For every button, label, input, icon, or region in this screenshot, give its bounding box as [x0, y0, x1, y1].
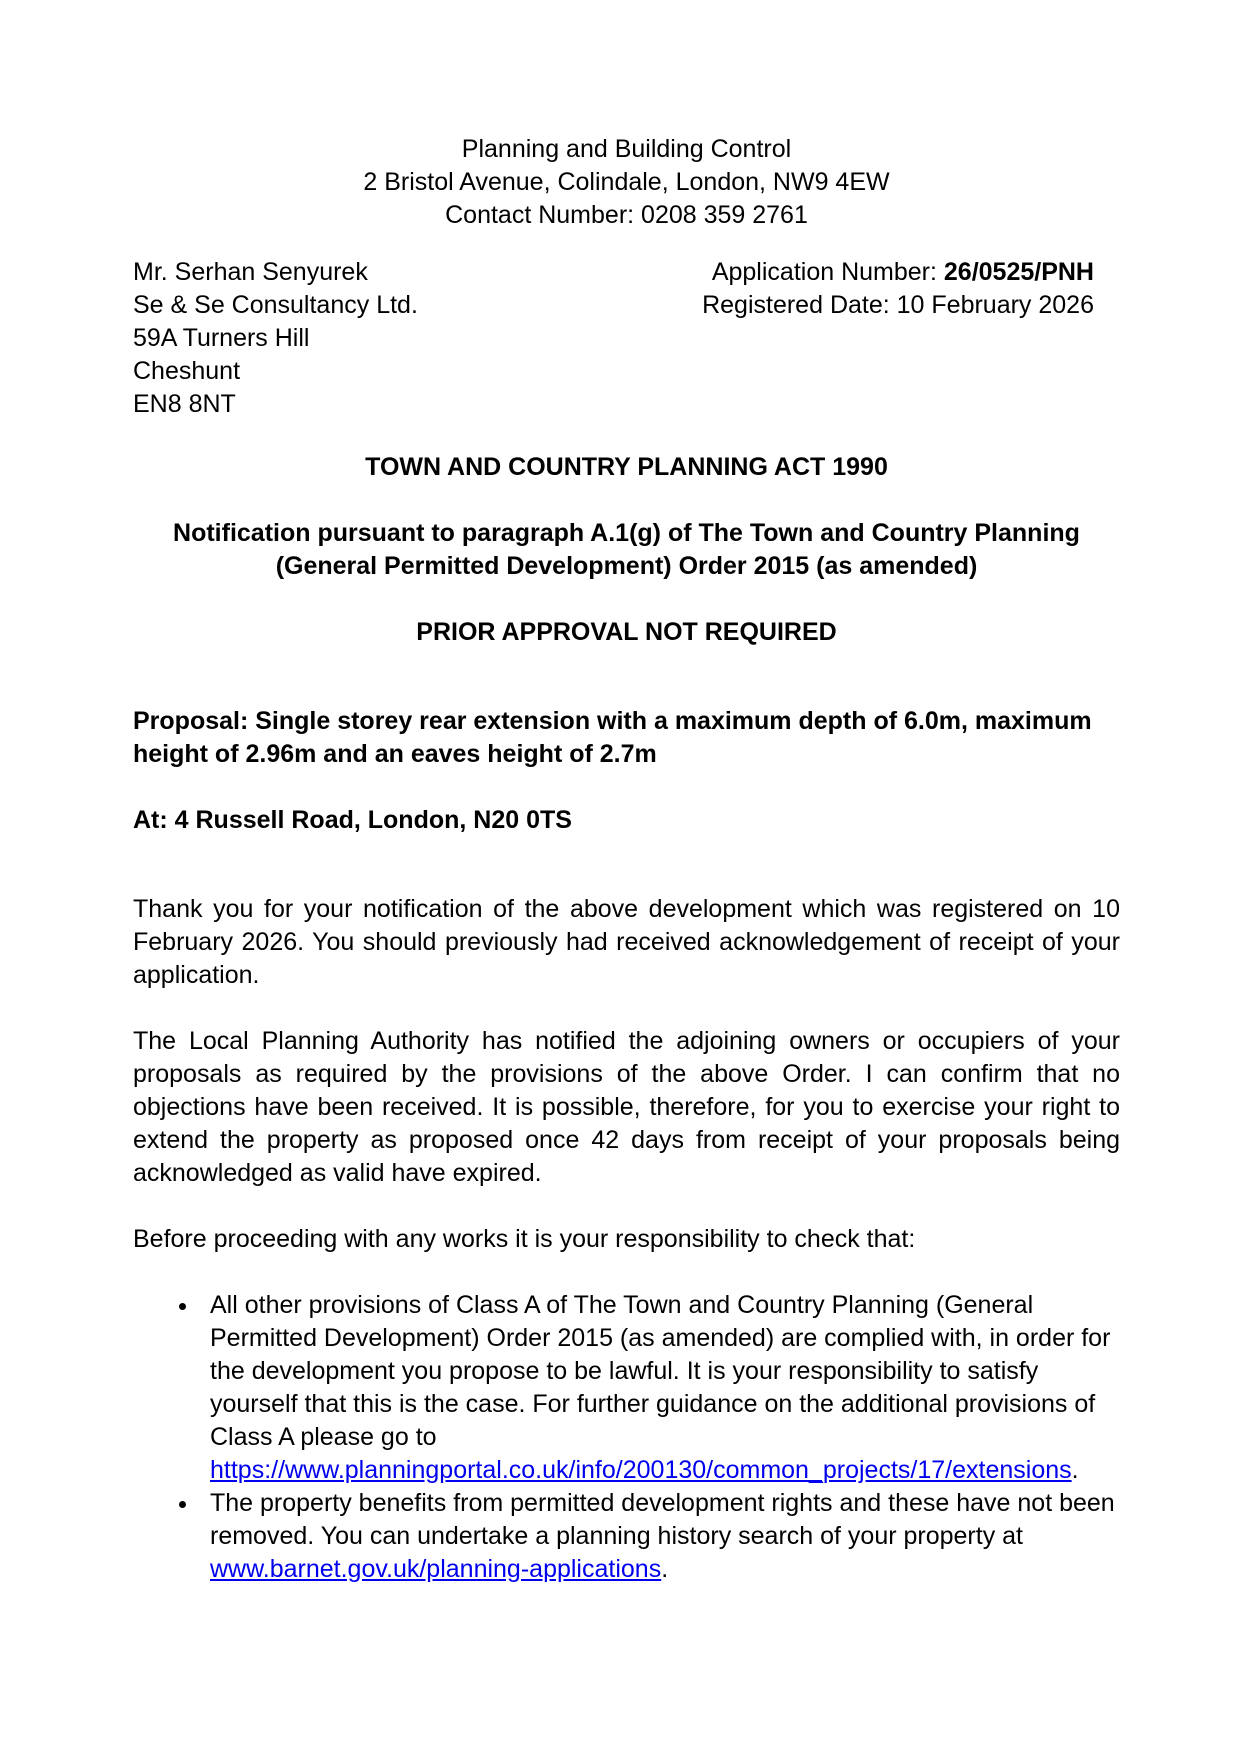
- planning-portal-link[interactable]: https://www.planningportal.co.uk/info/200130/common_projects/17/extensions: [210, 1456, 1072, 1484]
- notification-heading-line2: (General Permitted Development) Order 2015 (as amended): [275, 552, 978, 580]
- application-number-line: [702, 256, 1094, 289]
- address-application-row: [133, 256, 1120, 421]
- bullet1-text: All other provisions of Class A of The Town and Country Planning (General Permitted Development) Order 2015 (as amended) are complied with, in order for the development you propose to be lawful. It is your responsibility to satisfy yourself that this is the case. For further guidance on the additional provisions of Class A please go to: [210, 1291, 1111, 1451]
- paragraph-notification-result: The Local Planning Authority has notified the adjoining owners or occupiers of your proposals as required by the provisions of the above Order. I can confirm that no objections have been received. It is possible, therefore, for you to exercise your right to extend the property as proposed once 42 days from receipt of your proposals being acknowledged as valid have expired.: [133, 1027, 1120, 1187]
- addressee-name: Mr. Serhan Senyurek: [133, 258, 368, 286]
- barnet-planning-applications-link[interactable]: www.barnet.gov.uk/planning-applications: [210, 1555, 662, 1583]
- registered-date-line: [702, 289, 1094, 322]
- letterhead: [133, 133, 1120, 232]
- addressee-company: Se & Se Consultancy Ltd.: [133, 291, 418, 319]
- responsibility-checklist: [133, 1289, 1120, 1586]
- bullet2-text: The property benefits from permitted development rights and these have not been removed. You can undertake a planning history search of your property at: [210, 1489, 1115, 1550]
- addressee-block: [133, 256, 418, 421]
- application-number-label: Application Number:: [711, 258, 944, 286]
- application-number-value: 26/0525/PNH: [943, 258, 1094, 286]
- org-address: 2 Bristol Avenue, Colindale, London, NW9 4EW: [363, 168, 890, 196]
- paragraph-acknowledgement: Thank you for your notification of the above development which was registered on 10 February 2026. You should previously had received acknowledgement of receipt of your application.: [133, 895, 1120, 989]
- registered-date-label: Registered Date:: [702, 291, 897, 319]
- bullet1-period: .: [1071, 1456, 1079, 1484]
- proposal-paragraph: Proposal: Single storey rear extension with a maximum depth of 6.0m, maximum height of 2.96m and an eaves height of 2.7m: [133, 707, 1092, 768]
- application-details-block: [702, 256, 1094, 322]
- list-item-permitted-development-rights: [200, 1487, 1120, 1586]
- addressee-street: 59A Turners Hill: [133, 324, 310, 352]
- notification-heading-line1: Notification pursuant to paragraph A.1(g) of The Town and Country Planning: [173, 519, 1080, 547]
- decision-heading: PRIOR APPROVAL NOT REQUIRED: [416, 618, 837, 646]
- registered-date-value: 10 February 2026: [896, 291, 1094, 319]
- org-name: Planning and Building Control: [461, 135, 792, 163]
- list-item-class-a-provisions: [200, 1289, 1120, 1487]
- paragraph-before-proceeding: Before proceeding with any works it is your responsibility to check that:: [133, 1225, 916, 1253]
- bullet2-period: .: [661, 1555, 669, 1583]
- site-address-line: At: 4 Russell Road, London, N20 0TS: [133, 806, 572, 834]
- addressee-town: Cheshunt: [133, 357, 241, 385]
- act-heading: TOWN AND COUNTRY PLANNING ACT 1990: [365, 453, 888, 481]
- addressee-postcode: EN8 8NT: [133, 390, 236, 418]
- notification-heading: [133, 517, 1120, 583]
- org-contact: Contact Number: 0208 359 2761: [445, 201, 808, 229]
